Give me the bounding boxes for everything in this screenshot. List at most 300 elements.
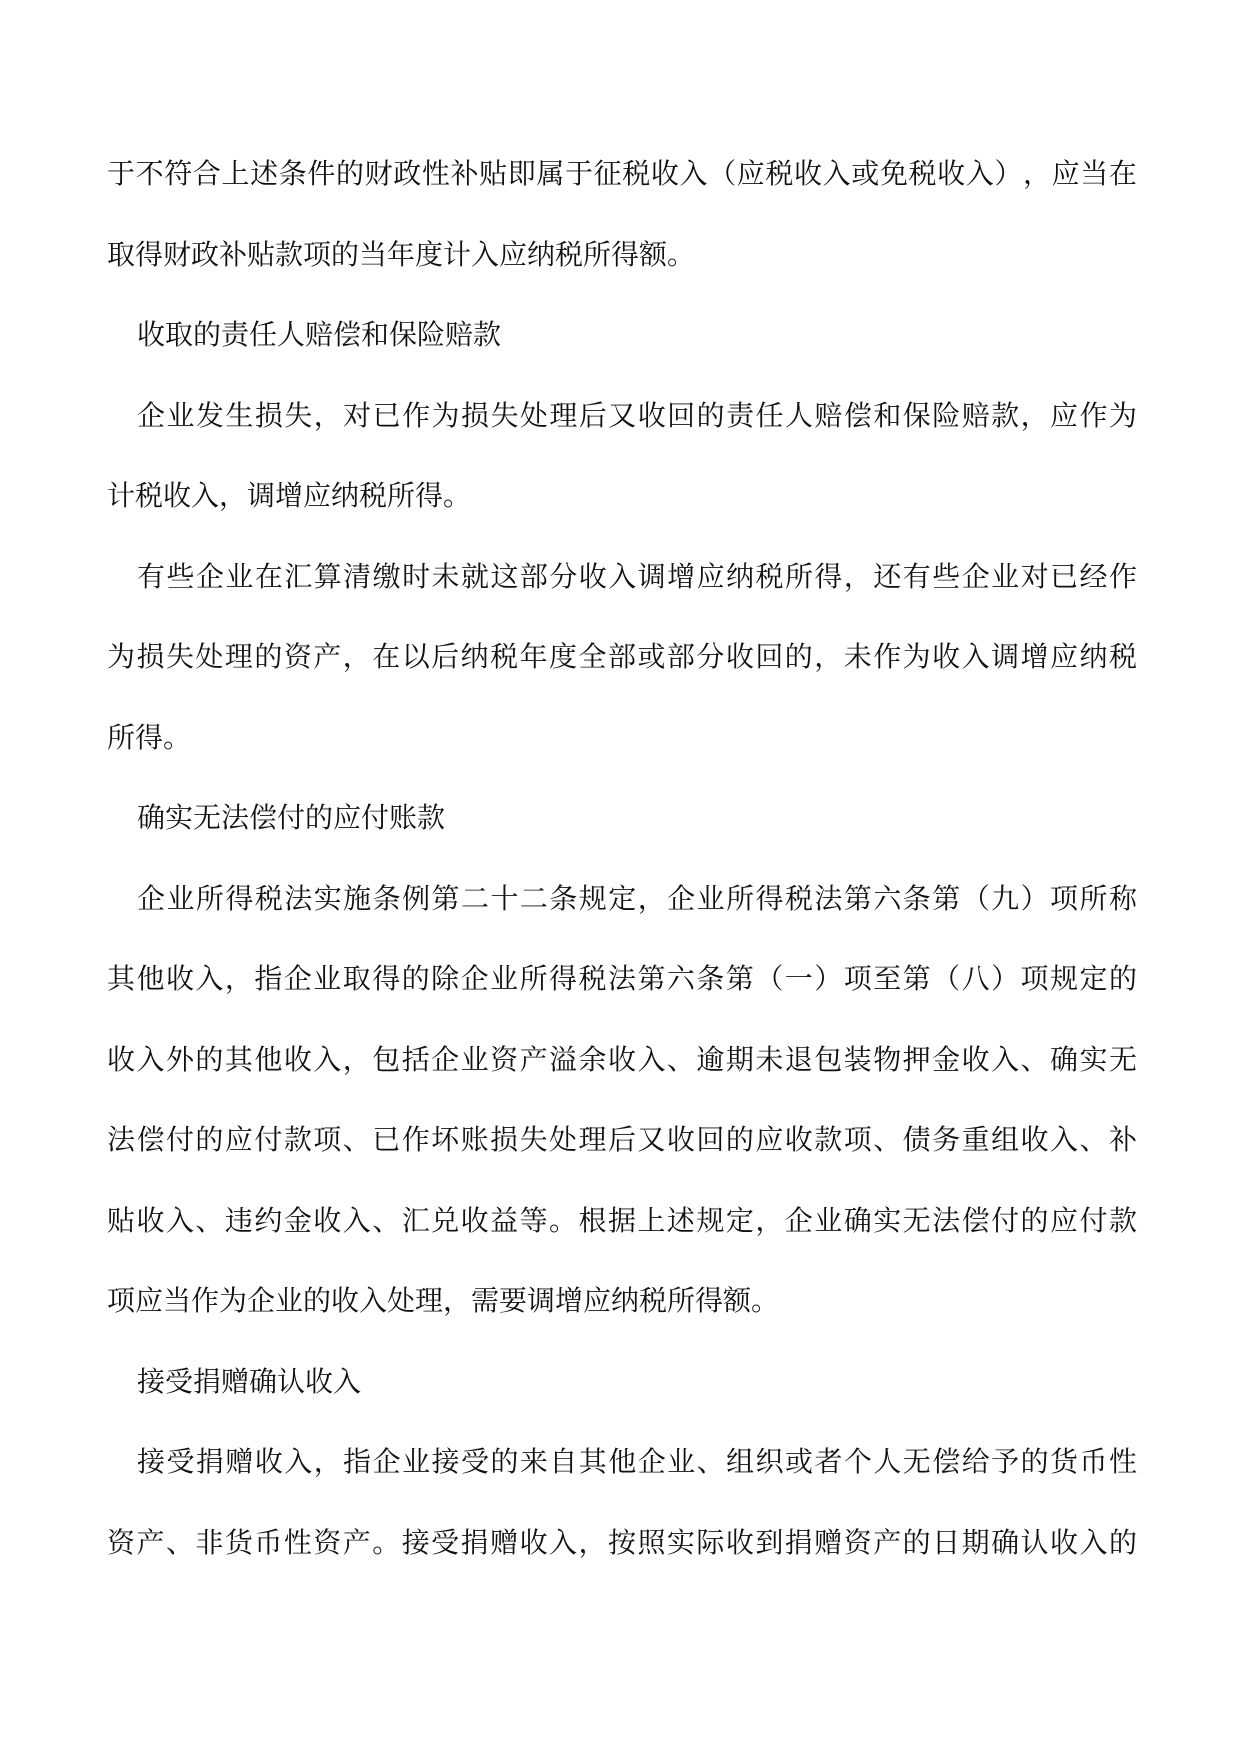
text-char: 收 [607,1042,636,1076]
text-char: 理 [224,640,253,673]
text-char: 保 [902,398,931,432]
text-line [107,962,1137,1046]
text-char: 处 [519,398,548,432]
text-char: 税 [755,559,784,593]
text-char: 赠 [225,1445,254,1478]
text-char: ， [814,640,843,673]
text-char: 收 [666,1123,695,1156]
text-char: 有 [902,559,931,593]
text-char: 应 [1050,398,1079,432]
text-line [107,398,1137,483]
text-char: 或 [784,1445,813,1478]
text-char: 债 [902,1123,931,1156]
text-char: 税 [908,157,937,190]
text-char: 坏 [431,1123,460,1156]
text-char: 算 [313,559,342,593]
text-char: ， [843,559,872,593]
text-char: 得 [549,962,578,995]
text-char: 业 [696,881,725,915]
text-char: 法 [107,1123,136,1156]
text-char: 偿 [932,1445,961,1478]
text-char: 项 [843,962,872,995]
text-char: 实 [313,881,342,915]
text-char: 款 [283,1123,312,1156]
text-char: 已 [372,1123,401,1156]
text-char: 业 [667,1445,696,1478]
text-char: 的 [336,157,365,190]
text-char: 收 [107,1042,136,1076]
text-char: 其 [224,1042,253,1076]
text-char: 所 [726,881,755,915]
text-char: 收 [937,157,966,190]
text-char: 述 [666,1203,695,1237]
text-char: 无 [902,1203,931,1237]
text-char: 补 [450,157,479,190]
text-char: 资 [843,1525,872,1559]
text-char: 当 [1080,157,1109,190]
text-char: 为 [431,398,460,432]
text-char: 已 [372,398,401,432]
text-char: ， [578,1525,607,1559]
text-char: 偿 [843,398,872,432]
text-char: 第 [431,881,460,915]
text-char: 货 [224,1525,253,1559]
text-char: 付 [1079,1203,1108,1237]
text-char: 失 [165,640,194,673]
text-char: 任 [755,398,784,432]
text-char: 收 [460,1203,489,1237]
text-char: 九 [991,881,1020,915]
text-char: 收 [725,1525,754,1559]
text-char: 符 [164,157,193,190]
text-char: 入 [165,1203,194,1237]
text-char: （ [708,157,737,190]
text-char: 二 [460,881,489,915]
text-char: 非 [195,1525,224,1559]
text-char: 押 [902,1042,931,1076]
text-char: 的 [195,1042,224,1076]
text-char: 除 [431,962,460,995]
text-char: 到 [755,1525,784,1559]
text-char: 或 [637,640,666,673]
text-char: 又 [608,398,637,432]
text-char: 企 [460,962,489,995]
text-char: 的 [725,1123,754,1156]
text-char: 捐 [460,1525,489,1559]
text-line: 项应当作为企业的收入处理，需要调增应纳税所得额。 [107,1284,780,1317]
text-char: 入 [549,1525,578,1559]
text-char: 还 [873,559,902,593]
text-char: 企 [195,559,224,593]
text-char: 捐 [195,1445,224,1478]
text-char: 应 [755,1123,784,1156]
text-char: 回 [667,398,696,432]
text-char: 捐 [784,1525,813,1559]
text-char: 应 [224,1123,253,1156]
text-char: 财 [364,157,393,190]
text-char: 的 [1020,1203,1049,1237]
text-char: 入 [965,157,994,190]
text-char: 企 [283,962,312,995]
text-char: 调 [991,640,1020,673]
text-char: 损 [490,1123,519,1156]
text-char: 业 [814,1203,843,1237]
text-char: 产 [342,1525,371,1559]
text-char: ， [313,398,342,432]
text-char: 收 [254,1445,283,1478]
text-char: 赔 [814,398,843,432]
text-char: 得 [225,881,254,915]
text-char: 清 [343,559,372,593]
text-char: 取 [342,962,371,995]
text-line: 确实无法偿付的应付账款 [137,801,446,834]
text-line [107,640,1137,724]
text-char: 认 [1020,1525,1049,1559]
text-char: 时 [402,559,431,593]
text-char: 应 [1051,157,1080,190]
text-char: 入 [195,962,224,995]
text-char: 收 [136,1203,165,1237]
text-char: 为 [107,640,136,673]
text-char: 的 [195,1123,224,1156]
text-char: 六 [666,962,695,995]
text-char: 予 [991,1445,1020,1478]
text-char: 应 [1050,1203,1079,1237]
text-char: 兑 [431,1203,460,1237]
text-char: 付 [254,1123,283,1156]
text-char: 业 [402,1445,431,1478]
text-char: 等 [519,1203,548,1237]
text-char: ， [1023,157,1052,190]
text-char: 回 [755,640,784,673]
text-char: 应 [736,157,765,190]
text-char: 括 [401,1042,430,1076]
text-line: 所得。 [107,720,192,754]
text-char: 日 [932,1525,961,1559]
text-char: 以 [401,640,430,673]
text-char: 述 [250,157,279,190]
text-char: 外 [165,1042,194,1076]
text-char: 征 [593,157,622,190]
text-char: 生 [225,398,254,432]
text-char: 所 [519,962,548,995]
text-char: 产 [519,1042,548,1076]
text-char: 调 [637,559,666,593]
text-char: 在 [372,640,401,673]
text-char: 和 [873,398,902,432]
text-char: 他 [254,1042,283,1076]
text-char: 企 [431,1042,460,1076]
text-char: 自 [549,1445,578,1478]
text-char: 贴 [479,157,508,190]
text-char: 条 [696,962,725,995]
text-char: 未 [431,559,460,593]
text-line: 收取的责任人赔偿和保险赔款 [137,318,502,351]
text-char: 分 [696,640,725,673]
text-char: 纳 [460,640,489,673]
text-line: 计税收入，调增应纳税所得。 [107,479,472,512]
text-char: 税 [254,881,283,915]
text-char: 这 [490,559,519,593]
text-char: 规 [578,881,607,915]
text-char: 作 [1108,559,1137,593]
text-char: 货 [1050,1445,1079,1478]
text-char: 接 [431,1445,460,1478]
text-char: 其 [107,962,136,995]
text-char: 付 [991,1203,1020,1237]
text-char: 即 [507,157,536,190]
text-char: 入 [313,1042,342,1076]
text-char: 组 [726,1445,755,1478]
text-char: 条 [549,881,578,915]
text-char: 贴 [107,1203,136,1237]
text-char: 金 [283,1203,312,1237]
text-char: 收 [313,1203,342,1237]
text-char: 币 [254,1525,283,1559]
text-char: ， [637,881,666,915]
text-char: 的 [401,962,430,995]
text-line: 取得财政补贴款项的当年度计入应纳税所得额。 [107,237,696,271]
text-char: 项 [313,1123,342,1156]
text-char: 资 [107,1525,136,1559]
text-char: 应 [1050,640,1079,673]
text-char: 政 [393,157,422,190]
text-char: 入 [822,157,851,190]
text-char: ） [991,962,1020,995]
text-char: 的 [784,640,813,673]
text-char: 指 [343,1445,372,1478]
text-char: 的 [490,1445,519,1478]
text-char: 收 [784,1123,813,1156]
text-char: 定 [725,1203,754,1237]
text-char: 性 [1108,1445,1137,1478]
text-char: 属 [536,157,565,190]
text-char: 资 [313,1525,342,1559]
text-char: 账 [460,1123,489,1156]
text-char: 称 [1108,881,1137,915]
text-char: 对 [1020,559,1049,593]
text-char: 项 [843,1123,872,1156]
text-char: 受 [431,1525,460,1559]
text-char: ， [313,1445,342,1478]
text-char: 处 [195,640,224,673]
text-char: 性 [283,1525,312,1559]
text-char: 件 [307,157,336,190]
text-char: 施 [343,881,372,915]
text-char: 入 [1079,1525,1108,1559]
text-char: 付 [165,1123,194,1156]
text-char: 收 [578,559,607,593]
text-char: 的 [254,640,283,673]
text-char: （ [932,962,961,995]
text-char: 款 [991,398,1020,432]
text-char: 十 [490,881,519,915]
text-char: 于 [565,157,594,190]
text-char: 实 [666,1525,695,1559]
text-char: 接 [401,1525,430,1559]
text-char: 对 [343,398,372,432]
text-char: 发 [195,398,224,432]
text-char: 。 [372,1525,401,1559]
text-char: 不 [135,157,164,190]
text-char: 税 [784,881,813,915]
text-char: （ [961,881,990,915]
text-char: 年 [519,640,548,673]
text-char: 企 [961,559,990,593]
text-char: 度 [549,640,578,673]
text-char: 确 [843,1203,872,1237]
text-char: 重 [961,1123,990,1156]
text-char: 企 [137,398,166,432]
text-char: 所 [1079,881,1108,915]
text-line: 接受捐赠确认收入 [137,1364,362,1398]
text-char: 物 [873,1042,902,1076]
text-char: 人 [873,1445,902,1478]
document-body [107,157,1137,1609]
text-char: 业 [313,962,342,995]
text-char: 补 [1108,1123,1137,1156]
text-char: 上 [637,1203,666,1237]
text-line [107,1445,1137,1529]
text-char: 纳 [1079,640,1108,673]
text-char: 分 [549,559,578,593]
text-char: 逾 [696,1042,725,1076]
text-char: 收 [650,157,679,190]
text-char: 损 [460,398,489,432]
text-char: 法 [284,881,313,915]
text-char: 人 [784,398,813,432]
text-char: 实 [1079,1042,1108,1076]
text-char: 些 [166,559,195,593]
text-char: 所 [784,559,813,593]
text-char: 企 [637,1445,666,1478]
text-char: 已 [1050,559,1079,593]
text-char: 、 [1020,1042,1049,1076]
text-char: 受 [166,1445,195,1478]
text-char: 性 [421,157,450,190]
text-char: 税 [622,157,651,190]
text-char: 、 [342,1123,371,1156]
text-char: 收 [1020,1123,1049,1156]
text-char: 理 [578,1123,607,1156]
text-char: 给 [961,1445,990,1478]
text-char: 个 [843,1445,872,1478]
text-char: ） [994,157,1023,190]
text-char: ， [755,1203,784,1237]
text-char: 、 [195,1203,224,1237]
text-line [107,157,1137,241]
text-char: 偿 [136,1123,165,1156]
text-char: 入 [637,1042,666,1076]
text-char: 失 [284,398,313,432]
text-char: 实 [873,1203,902,1237]
text-char: 项 [1020,962,1049,995]
text-char: 免 [879,157,908,190]
text-char: 业 [225,559,254,593]
text-char: 业 [490,962,519,995]
text-char: 收 [961,1042,990,1076]
text-char: 作 [401,1123,430,1156]
text-char: 违 [224,1203,253,1237]
text-char: 汇 [401,1203,430,1237]
text-char: 税 [578,962,607,995]
text-line [107,1525,1137,1610]
text-char: 后 [431,640,460,673]
text-char: 损 [254,398,283,432]
text-line [107,1042,1137,1127]
text-line [107,881,1137,966]
text-char: 些 [932,559,961,593]
text-char: 上 [221,157,250,190]
text-char: 作 [402,398,431,432]
text-line [107,559,1137,644]
text-char: 、 [666,1042,695,1076]
text-char: 的 [1020,1445,1049,1478]
text-char: 于 [107,157,136,190]
text-char: 退 [784,1042,813,1076]
text-char: 在 [1108,157,1137,190]
text-char: 或 [851,157,880,190]
text-char: 业 [460,1042,489,1076]
text-char: 确 [1050,1042,1079,1076]
text-char: 条 [902,881,931,915]
text-char: 、 [873,1123,902,1156]
text-char: 资 [283,640,312,673]
text-char: 第 [843,881,872,915]
text-char: 收 [932,640,961,673]
text-char: 包 [372,1042,401,1076]
text-char: 入 [991,1042,1020,1076]
text-char: ） [814,962,843,995]
text-char: 部 [666,640,695,673]
text-char: 有 [137,559,166,593]
text-char: 企 [137,881,166,915]
text-char: 组 [991,1123,1020,1156]
text-char: 无 [1108,1042,1137,1076]
text-char: 的 [1108,1525,1137,1559]
text-char: 增 [1020,640,1049,673]
text-char: 收 [794,157,823,190]
text-char: 他 [136,962,165,995]
text-char: 得 [755,881,784,915]
text-char: 收 [725,640,754,673]
text-char: 确 [991,1525,1020,1559]
text-char: 、 [1079,1123,1108,1156]
text-char: 的 [1108,962,1137,995]
text-char: 入 [342,1203,371,1237]
text-char: 为 [902,640,931,673]
text-char: 至 [873,962,902,995]
text-char: 期 [961,1525,990,1559]
text-char: 未 [755,1042,784,1076]
text-char: ， [342,640,371,673]
text-char: 汇 [284,559,313,593]
text-line [107,1203,1137,1288]
text-char: 所 [195,881,224,915]
text-char: 者 [814,1445,843,1478]
text-char: 第 [725,962,754,995]
text-char: 企 [372,1445,401,1478]
text-char: 币 [1079,1445,1108,1478]
text-char: 产 [136,1525,165,1559]
text-char: 据 [607,1203,636,1237]
text-char: 未 [843,640,872,673]
text-char: 来 [519,1445,548,1478]
text-char: 期 [725,1042,754,1076]
text-char: 他 [608,1445,637,1478]
text-char: 款 [1108,1203,1137,1237]
text-char: 。 [549,1203,578,1237]
